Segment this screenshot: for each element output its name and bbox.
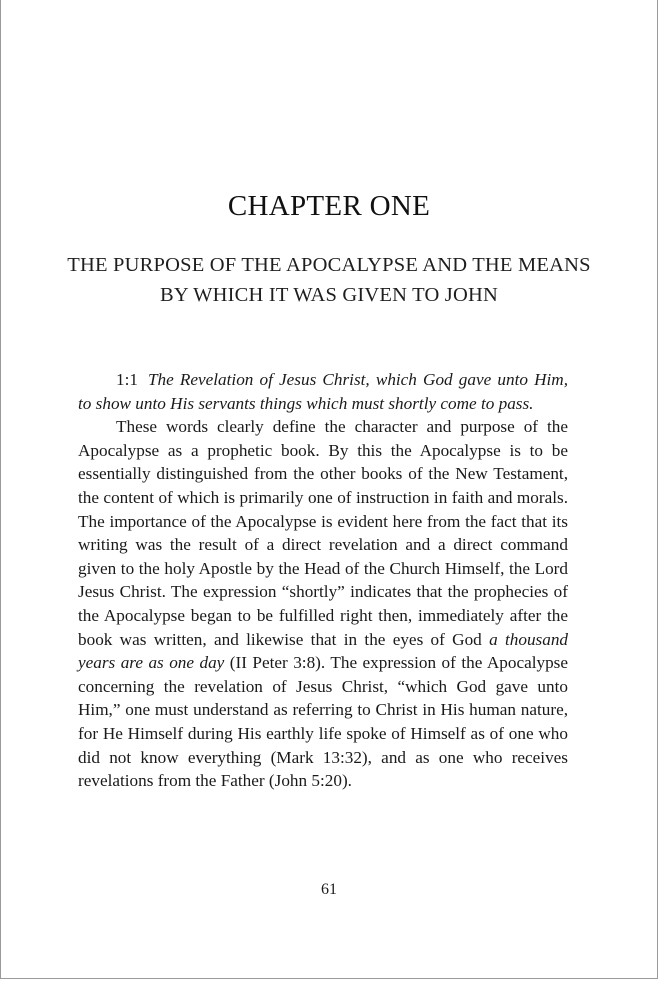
body-text	[78, 368, 568, 793]
commentary-text-part1: These words clearly define the character and purpose of the Apocalypse as a prophetic book. By this the Apocalypse is to be essentially distinguished from the other books of the New Testament, the content of which is primarily one of instruction in faith and morals. The importance of the Apocalypse is evident here from the fact that its writing was the result of a direct revelation and a direct command given to the holy Apostle by the Head of the Church Himself, the Lord Jesus Christ. The expression “shortly” indicates that the prophecies of the Apocalypse began to be fulfilled right then, immediately after the book was written, and likewise that in the eyes of God	[78, 417, 568, 649]
verse-paragraph	[78, 368, 568, 415]
commentary-text-part2: (II Peter 3:8). The expression of the Apocalypse concerning the revelation of Jesus Christ, “which God gave unto Him,” one must understand as referring to Christ in His human nature, for He Himself during His earthly life spoke of Himself as of one who did not know everything (Mark 13:32), and as one who receives revelations from the Father (John 5:20).	[78, 653, 568, 791]
verse-number: 1:1	[116, 370, 138, 389]
page-number: 61	[321, 881, 337, 898]
commentary-italic-quote: a thousand years are as one day	[78, 629, 569, 673]
verse-text: The Revelation of Jesus Christ, which God gave unto Him, to show unto His servants things which must shortly come to pass.	[78, 370, 568, 413]
chapter-title: CHAPTER ONE	[227, 190, 431, 222]
chapter-subtitle: THE PURPOSE OF THE APOCALYPSE AND THE MEANS BY WHICH IT WAS GIVEN TO JOHN	[67, 254, 591, 306]
commentary-paragraph	[78, 415, 568, 793]
